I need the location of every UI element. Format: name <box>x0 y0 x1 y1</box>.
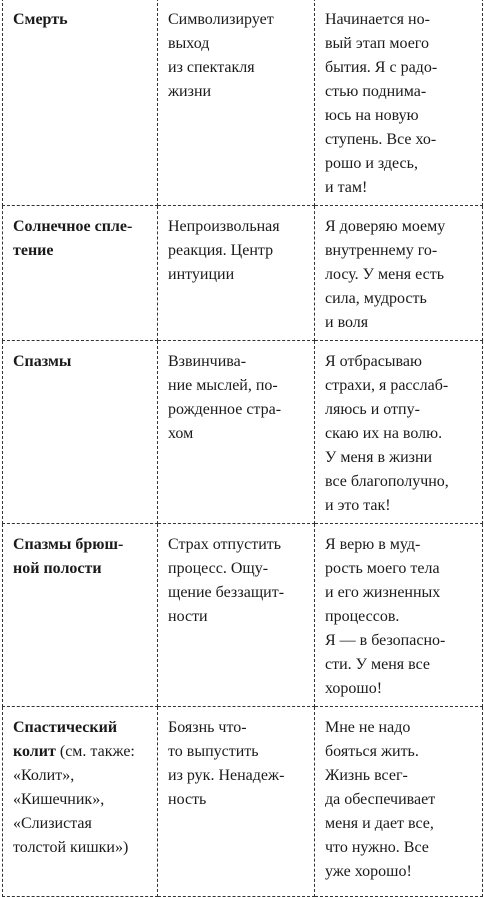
cause-text: Непроизвольная реакция. Центр интуиции <box>168 218 280 283</box>
cause-cell <box>158 206 315 341</box>
affirmation-cell <box>315 707 483 897</box>
affirmation-text: Я верю в муд- рость моего тела и его жизненных процессов. Я — в безопасно- сти. У меня все хорошо! <box>325 536 446 697</box>
cause-cell <box>158 524 315 707</box>
term-text: Спастический колит <box>13 719 118 760</box>
table-row <box>3 341 483 524</box>
term-cell <box>3 0 158 206</box>
affirmation-text: Я отбрасываю страхи, я расслаб- ляюсь и отпу- скаю их на волю. У меня в жизни все благополучно, и это так! <box>325 353 449 514</box>
term-text: Солнечное спле- тение <box>13 218 133 259</box>
term-cell <box>3 524 158 707</box>
affirmation-text: Мне не надо бояться жить. Жизнь всег- да обеспечивает меня и дает все, что нужно. Все уже хорошо! <box>325 719 436 880</box>
term-text: Спазмы <box>13 353 72 370</box>
term-cell <box>3 341 158 524</box>
affirmation-cell <box>315 0 483 206</box>
affirmation-cell <box>315 524 483 707</box>
table-row <box>3 524 483 707</box>
table-row <box>3 0 483 206</box>
term-text: Смерть <box>13 11 68 28</box>
term-cell <box>3 707 158 897</box>
cause-text: Символизирует выход из спектакля жизни <box>168 11 274 100</box>
affirmation-cell <box>315 341 483 524</box>
affirmation-cell <box>315 206 483 341</box>
affirmation-text: Начинается но- вый этап моего бытия. Я с радо- стью поднима- юсь на новую ступень. Все хо- рошо и здесь, и там! <box>325 11 438 196</box>
cause-text: Страх отпустить процесс. Ощу- щение беззащит- ности <box>168 536 285 625</box>
cause-text: Взвинчива- ние мыслей, по- рожденное стра- хом <box>168 353 282 442</box>
cause-text: Боязнь что- то выпустить из рук. Ненадеж- ность <box>168 719 285 808</box>
affirmation-text: Я доверяю моему внутреннему го- лосу. У меня есть сила, мудрость и воля <box>325 218 446 331</box>
cause-cell <box>158 707 315 897</box>
cause-cell <box>158 341 315 524</box>
symptom-table <box>2 0 483 897</box>
table-row <box>3 707 483 897</box>
term-note: (см. также: «Колит», «Кишечник», «Слизистая толстой кишки») <box>13 743 135 856</box>
term-text: Спазмы брюш- ной полости <box>13 536 124 577</box>
term-cell <box>3 206 158 341</box>
table-row <box>3 206 483 341</box>
cause-cell <box>158 0 315 206</box>
